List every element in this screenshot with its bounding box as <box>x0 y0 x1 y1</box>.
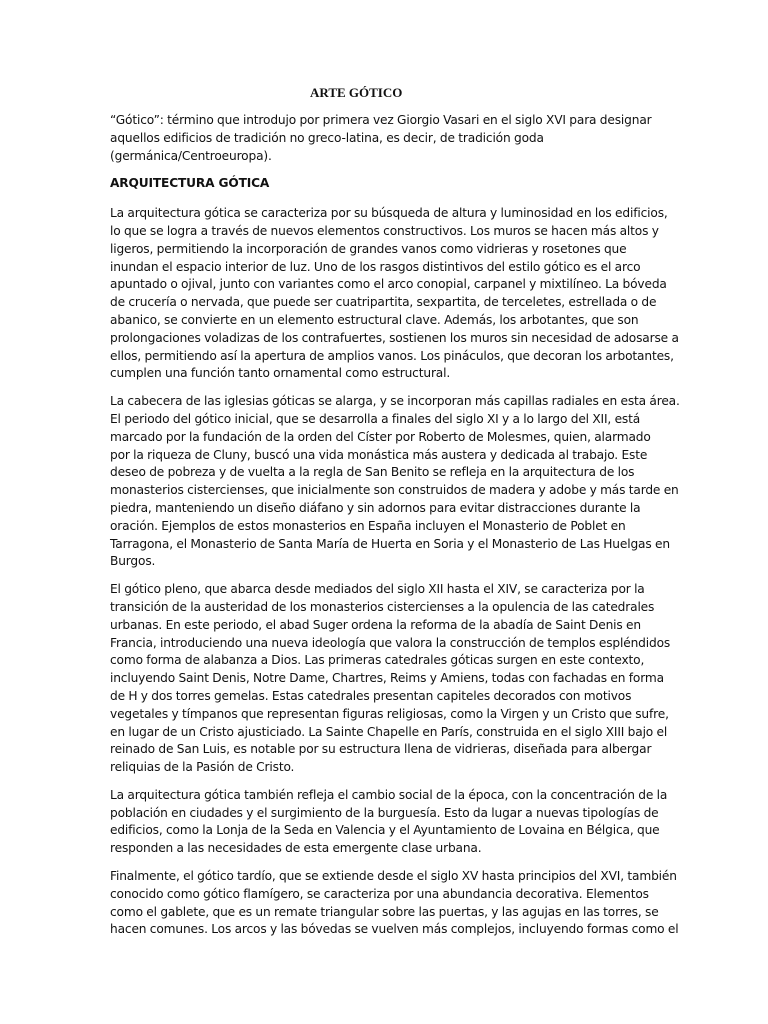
text-line: monasterios cistercienses, que inicialmente son construidos de madera y adobe y más tarde en <box>110 483 679 498</box>
paragraph-social-change <box>110 787 668 858</box>
text-line: apuntado o ojival, junto con variantes como el arco conopial, carpanel y mixtilíneo. La bóveda <box>110 277 667 292</box>
text-line: Tarragona, el Monasterio de Santa María de Huerta en Soria y el Monasterio de Las Huelgas en <box>110 536 670 551</box>
text-line: ellos, permitiendo así la apertura de amplios vanos. Los pináculos, que decoran los arbotantes, <box>110 348 674 363</box>
text-line: Francia, introduciendo una nueva ideología que valora la construcción de templos espléndidos <box>110 635 671 650</box>
text-line: de H y dos torres gemelas. Estas catedrales presentan capiteles decorados con motivos <box>110 688 632 703</box>
text-line: Finalmente, el gótico tardío, que se extiende desde el siglo XV hasta principios del XVI, también <box>110 869 677 884</box>
text-line: aquellos edificios de tradición no greco-latina, es decir, de tradición goda <box>110 130 544 145</box>
text-line: abanico, se convierte en un elemento estructural clave. Además, los arbotantes, que son <box>110 312 639 327</box>
text-line: inundan el espacio interior de luz. Uno de los rasgos distintivos del estilo gótico es el arco <box>110 259 641 274</box>
text-line: La arquitectura gótica también refleja el cambio social de la época, con la concentración de la <box>110 787 668 802</box>
text-line: transición de la austeridad de los monasterios cistercienses a la opulencia de las catedrales <box>110 599 655 614</box>
text-line: hacen comunes. Los arcos y las bóvedas se vuelven más complejos, incluyendo formas como el <box>110 922 679 937</box>
text-line: urbanas. En este periodo, el abad Suger ordena la reforma de la abadía de Saint Denis en <box>110 617 641 632</box>
text-line: (germánica/Centroeuropa). <box>110 148 272 163</box>
text-line: conocido como gótico flamígero, se caracteriza por una abundancia decorativa. Elementos <box>110 886 649 901</box>
text-line: reinado de San Luis, es notable por su estructura llena de vidrieras, diseñada para albergar <box>110 742 652 757</box>
text-line: incluyendo Saint Denis, Notre Dame, Chartres, Reims y Amiens, todas con fachadas en forma <box>110 671 664 686</box>
intro-paragraph <box>110 112 662 165</box>
text-line: como forma de alabanza a Dios. Las primeras catedrales góticas surgen en este contexto, <box>110 653 645 668</box>
text-line: ligeros, permitiendo la incorporación de grandes vanos como vidrieras y rosetones que <box>110 241 627 256</box>
paragraph-early-gothic <box>110 393 680 571</box>
text-line: en lugar de un Cristo ajusticiado. La Sainte Chapelle en París, construida en el siglo XIII bajo el <box>110 724 668 739</box>
text-line: como el gablete, que es un remate triangular sobre las puertas, y las agujas en las torres, se <box>110 904 659 919</box>
text-line: El gótico pleno, que abarca desde mediados del siglo XII hasta el XIV, se caracteriza por la <box>110 582 645 597</box>
text-line: El periodo del gótico inicial, que se desarrolla a finales del siglo XI y a lo largo del XII, está <box>110 411 641 426</box>
text-line: deseo de pobreza y de vuelta a la regla de San Benito se refleja en la arquitectura de los <box>110 465 635 480</box>
text-line: responden a las necesidades de esta emergente clase urbana. <box>110 841 482 856</box>
text-line: lo que se logra a través de nuevos elementos constructivos. Los muros se hacen más altos y <box>110 223 659 238</box>
text-line: vegetales y tímpanos que representan figuras religiosas, como la Virgen y un Cristo que sufre, <box>110 706 669 721</box>
section-heading: ARQUITECTURA GÓTICA <box>110 176 270 191</box>
text-line: edificios, como la Lonja de la Seda en Valencia y el Ayuntamiento de Lovaina en Bélgica, que <box>110 823 660 838</box>
document-title: ARTE GÓTICO <box>310 85 403 100</box>
text-line: cumplen una función tanto ornamental como estructural. <box>110 366 451 381</box>
text-line: prolongaciones voladizas de los contrafuertes, sostienen los muros sin necesidad de adosarse a <box>110 330 679 345</box>
paragraph-high-gothic <box>110 581 671 777</box>
paragraph-features <box>110 205 679 383</box>
text-line: de crucería o nervada, que puede ser cuatripartita, sexpartita, de terceletes, estrellada o de <box>110 295 657 310</box>
text-line: La arquitectura gótica se caracteriza por su búsqueda de altura y luminosidad en los edificios, <box>110 206 668 221</box>
text-line: piedra, manteniendo un diseño diáfano y sin adornos para evitar distracciones durante la <box>110 500 641 515</box>
document-page <box>110 84 680 949</box>
text-line: La cabecera de las iglesias góticas se alarga, y se incorporan más capillas radiales en esta área. <box>110 394 680 409</box>
text-line: marcado por la fundación de la orden del Císter por Roberto de Molesmes, quien, alarmado <box>110 429 651 444</box>
text-line: “Gótico”: término que introdujo por primera vez Giorgio Vasari en el siglo XVI para designar <box>110 113 652 127</box>
text-line: por la riqueza de Cluny, buscó una vida monástica más austera y dedicada al trabajo. Este <box>110 447 648 462</box>
text-line: reliquias de la Pasión de Cristo. <box>110 760 295 775</box>
text-line: Burgos. <box>110 554 156 569</box>
text-line: oración. Ejemplos de estos monasterios en España incluyen el Monasterio de Poblet en <box>110 518 626 533</box>
paragraph-late-gothic <box>110 868 679 939</box>
text-line: población en ciudades y el surgimiento de la burguesía. Esto da lugar a nuevas tipologías de <box>110 805 659 820</box>
